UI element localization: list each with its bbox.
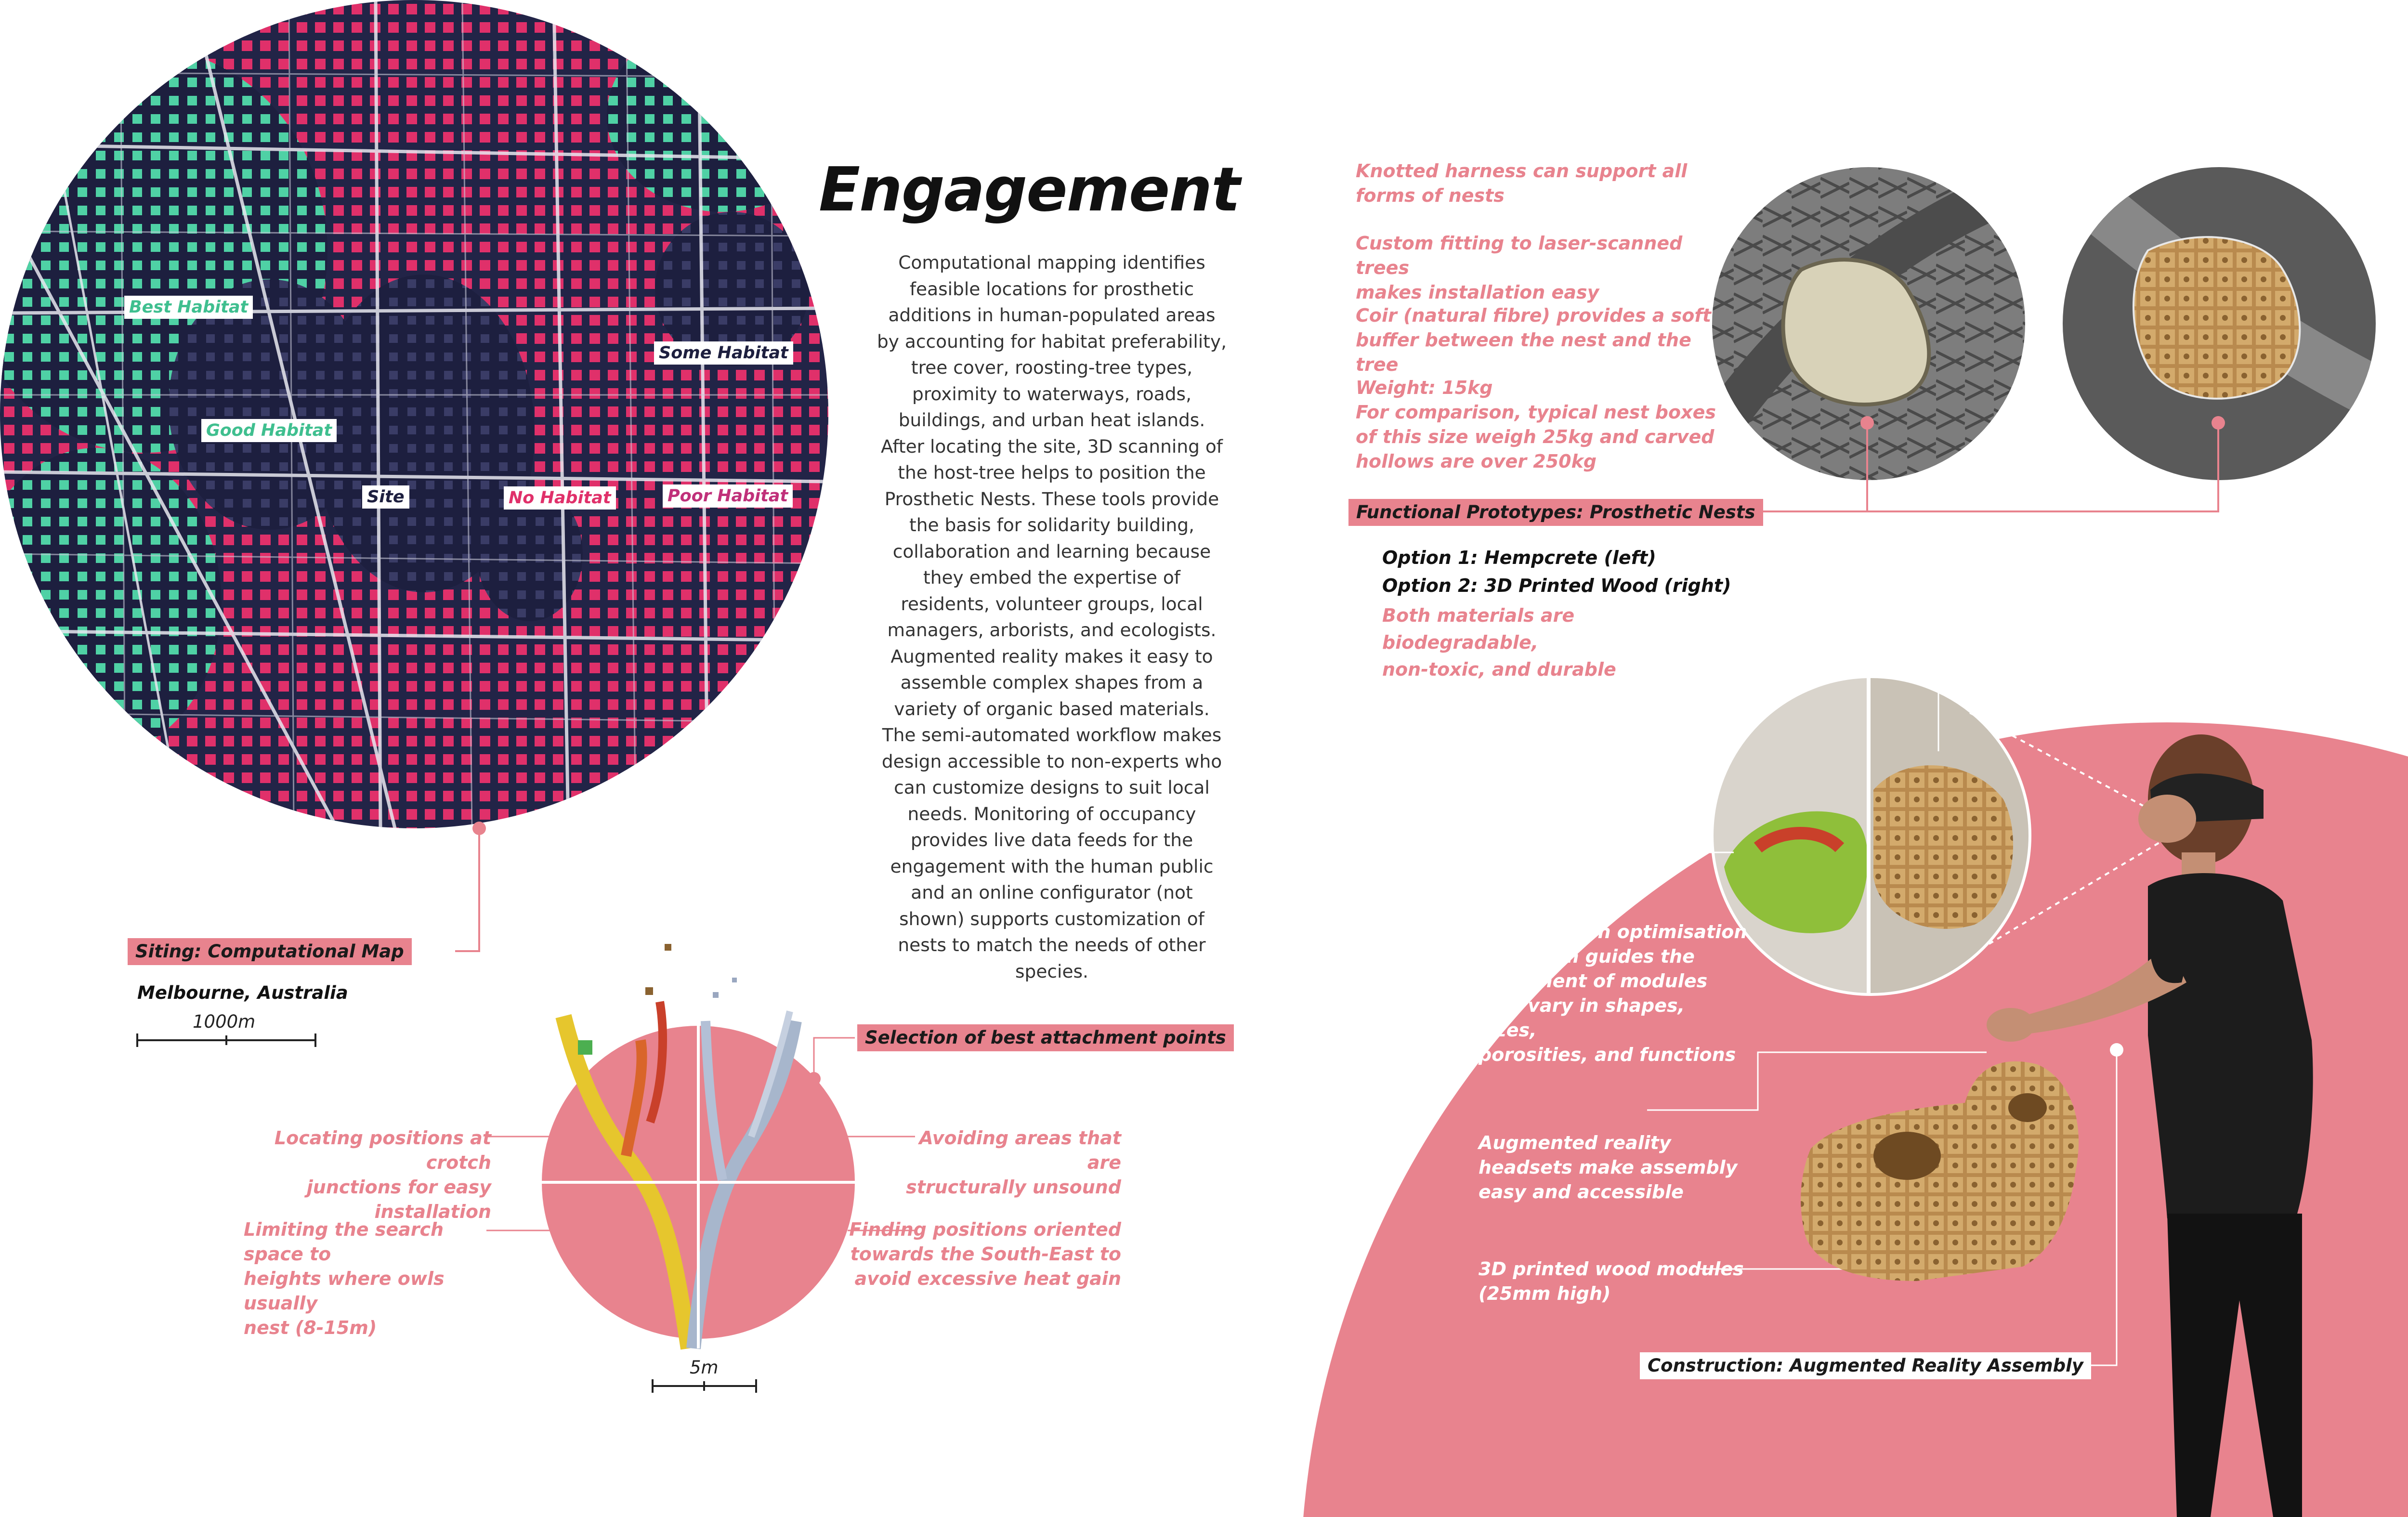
note-wood-modules: 3D printed wood modules (25mm high) — [1479, 1258, 1744, 1304]
nest-option-1: Option 1: Hempcrete (left) — [1382, 547, 1656, 568]
map-location: Melbourne, Australia — [137, 982, 348, 1003]
map-label-site: Site — [362, 485, 409, 509]
tree-scale-bar — [653, 1379, 756, 1393]
nest-materials-note: Both materials are biodegradable, non-toxic, and durable — [1382, 605, 1616, 680]
note-construction-optimisation: Construction optimisation algorithm guides the placement of modules that vary in shapes, sizes, porosities, and functions — [1479, 921, 1747, 1065]
note-crotch-junctions: Locating positions at crotch junctions for easy installation — [274, 1127, 491, 1222]
note-weight: Weight: 15kg For comparison, typical nest boxes of this size weigh 25kg and carved hollows are over 250kg — [1356, 377, 1716, 472]
note-unsound-areas: Avoiding areas that are structurally unsound — [906, 1127, 1121, 1198]
tree-scale-label: 5m — [690, 1357, 719, 1378]
note-coir-buffer: Coir (natural fibre) provides a soft buffer between the nest and the tree — [1356, 305, 1712, 375]
note-search-heights: Limiting the search space to heights where owls usually nest (8-15m) — [244, 1219, 445, 1338]
note-knotted-harness: Knotted harness can support all forms of nests — [1356, 160, 1688, 206]
nest-photo-wood — [2061, 164, 2379, 482]
map-scale-bar — [137, 1033, 315, 1047]
nest-photo-hempcrete — [1710, 164, 2028, 482]
ar-caption: Construction: Augmented Reality Assembly — [1640, 1352, 2091, 1379]
note-south-east: Finding positions oriented towards the South-East to avoid excessive heat gain — [849, 1219, 1121, 1289]
nest-option-2: Option 2: 3D Printed Wood (right) — [1382, 575, 1731, 596]
note-wearer-view: Wearer’s point of view without digital overlay — [1968, 647, 2288, 693]
map-caption: Siting: Computational Map — [128, 938, 412, 965]
map-scale-label: 1000m — [193, 1011, 256, 1032]
page-title: Engagement — [819, 154, 1240, 225]
nests-caption: Functional Prototypes: Prosthetic Nests — [1348, 499, 1763, 526]
tree-caption: Selection of best attachment points — [857, 1024, 1234, 1051]
map-label-best-habitat: Best Habitat — [124, 296, 253, 319]
note-custom-fitting: Custom fitting to laser-scanned trees makes installation easy — [1356, 233, 1683, 303]
map-label-some-habitat: Some Habitat — [654, 341, 793, 365]
map-label-good-habitat: Good Habitat — [201, 419, 337, 442]
map-label-poor-habitat: Poor Habitat — [663, 484, 793, 508]
body-paragraph: Computational mapping identifies feasible locations for prosthetic additions in human-populated areas by accounting for habitat preferability, tree cover, roosting-tree types, proximity to waterways, roads, buildings, and urban heat islands. After locating the site, 3D scanning of the host-tree helps to position the Prosthetic Nests. These tools provide the basis for solidarity building, collaboration and learning because they embed the expertise of residents, volunteer groups, local managers, arborists, and ecologists. Augmented reality makes it easy to assemble complex shapes from a variety of organic based materials. The semi-automated workflow makes design accessible to non-experts who can customize designs to suit local needs. Monitoring of occupancy provides live data feeds for the engagement with the human public and an online configurator (not shown) supports customization of nests to match the needs of other species. — [877, 252, 1227, 982]
map-label-no-habitat: No Habitat — [504, 486, 616, 510]
habitat-map — [0, 0, 838, 828]
note-ar-headsets: Augmented reality headsets make assembly easy and accessible — [1479, 1132, 1738, 1203]
